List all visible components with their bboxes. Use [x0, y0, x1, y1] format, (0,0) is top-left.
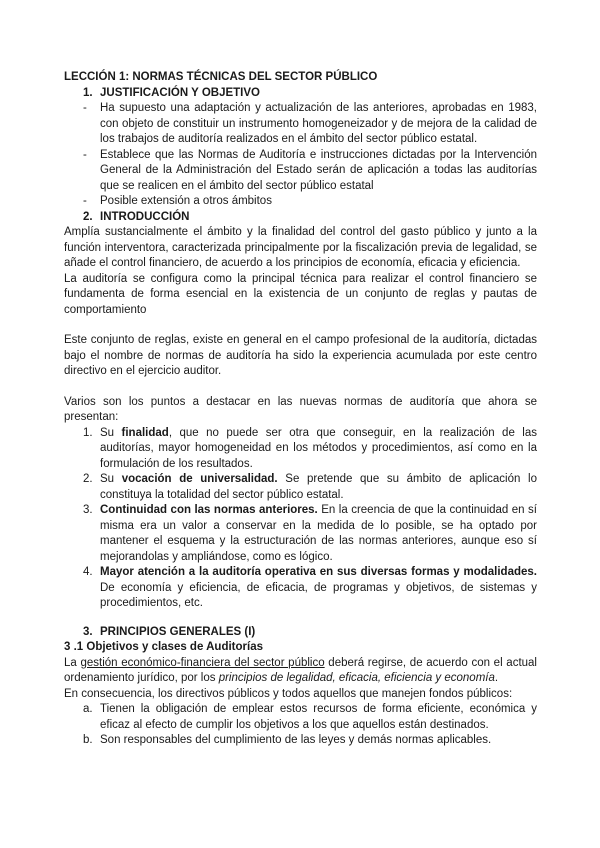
heading-text: PRINCIPIOS GENERALES (I) [100, 625, 256, 638]
heading-justificacion-y-objetivo [64, 86, 537, 102]
lettered-item-text: Son responsables del cumplimiento de las leyes y demás normas aplicables. [100, 734, 492, 746]
item-number: 1. [83, 426, 93, 439]
item-number: 4. [83, 566, 93, 578]
paragraph-intro-auditoria: La auditoría se configura como la principal técnica para realizar el control financiero se fundamenta de forma esencial en la existencia de un conjunto de reglas y pautas de comportamiento [64, 272, 537, 316]
numbered-item-finalidad [64, 426, 537, 473]
paragraph-en-consecuencia: En consecuencia, los directivos públicos y todos aquellos que manejen fondos públicos: [64, 687, 513, 700]
item-letter: b. [83, 734, 93, 746]
dash-marker: - [83, 102, 87, 114]
numbered-item-text: Su vocación de universalidad. Se pretende que su ámbito de aplicación lo constituya la totalidad del sector público estatal. [100, 473, 538, 501]
italic-text: principios de legalidad, eficacia, eficiencia y economía [218, 672, 495, 684]
lettered-item-b [64, 733, 537, 749]
numbered-item-auditoria-operativa [64, 565, 537, 612]
document-title: LECCIÓN 1: NORMAS TÉCNICAS DEL SECTOR PÚBLICO [64, 71, 378, 83]
item-number: 3. [83, 504, 93, 516]
dash-bullet-text: Posible extensión a otros ámbitos [100, 195, 272, 207]
subheading-objetivos-clases: 3 .1 Objetivos y clases de Auditorías [64, 641, 263, 653]
numbered-item-continuidad [64, 503, 537, 565]
paragraph-intro-ambito: Amplía sustancialmente el ámbito y la finalidad del control del gasto público y junto a la función interventora, caracterizada principalmente por la fiscalización previa de legalidad, se añade el control financiero, de acuerdo a los principios de economía, eficacia y eficiencia. [64, 226, 537, 269]
paragraph-gestion-economico-financiera: La gestión económico-financiera del sector público deberá regirse, de acuerdo con el actual ordenamiento jurídico, por los principios de legalidad, eficacia, eficiencia y economía. [64, 656, 537, 684]
heading-number: 3. [83, 625, 93, 638]
dash-bullet-item [64, 194, 537, 210]
dash-bullet-item [64, 148, 537, 195]
dash-bullet-text: Ha supuesto una adaptación y actualización de las anteriores, aprobadas en 1983, con objeto de constituir un instrumento homogeneizador y de mejora de la calidad de los trabajos de auditoría realizados en el ámbito del sector público estatal. [100, 102, 537, 145]
item-number: 2. [83, 473, 93, 485]
heading-number: 1. [83, 86, 93, 99]
dash-bullet-text: Establece que las Normas de Auditoría e instrucciones dictadas por la Intervención General de la Administración del Estado serán de aplicación a todas las auditorías que se realicen en el ámbito del sector público estatal [100, 148, 537, 192]
paragraph-conjunto-reglas: Este conjunto de reglas, existe en general en el campo profesional de la auditoría, dictadas bajo el nombre de normas de auditoría ha sido la experiencia acumulada por este centro directivo en el ejercicio auditor. [64, 334, 537, 377]
numbered-item-text: Continuidad con las normas anteriores. En la creencia de que la continuidad en sí misma era un valor a conservar en la medida de lo posible, se ha optado por mantener el esquema y la estructuración de las normas anteriores, aunque eso sí mejorandolas y ampliándose, como es lógico. [100, 504, 538, 563]
dash-bullet-item [64, 101, 537, 148]
heading-text: JUSTIFICACIÓN Y OBJETIVO [100, 86, 260, 99]
numbered-item-text: Mayor atención a la auditoría operativa en sus diversas formas y modalidades. De economía y eficiencia, de eficacia, de programas y objetivos, de sistemas y procedimientos, etc. [100, 566, 537, 609]
heading-text: INTRODUCCIÓN [100, 210, 190, 223]
underlined-text: gestión económico-financiera del sector público [80, 656, 325, 669]
heading-number: 2. [83, 210, 93, 223]
heading-introduccion [64, 210, 537, 226]
lettered-item-a [64, 702, 537, 733]
lettered-item-text: Tienen la obligación de emplear estos recursos de forma eficiente, económica y eficaz al efecto de cumplir los objetivos a los que aquellos están destinados. [100, 703, 537, 731]
dash-marker: - [83, 148, 87, 161]
paragraph-varios-puntos: Varios son los puntos a destacar en las nuevas normas de auditoría que ahora se presentan: [64, 395, 537, 423]
numbered-item-text: Su finalidad, que no puede ser otra que conseguir, en la realización de las auditorías, mayor homogeneidad en los métodos y procedimientos, así como en la formulación de los resultados. [100, 426, 538, 470]
item-letter: a. [83, 703, 93, 715]
heading-principios-generales [64, 625, 537, 641]
numbered-item-universalidad [64, 472, 537, 503]
dash-marker: - [83, 195, 87, 207]
